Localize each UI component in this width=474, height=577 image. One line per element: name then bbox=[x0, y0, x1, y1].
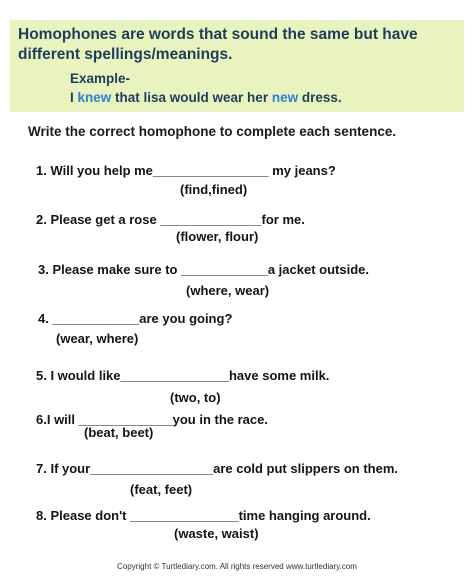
question-7-options: (feat, feet) bbox=[130, 482, 193, 497]
question-8-options: (waste, waist) bbox=[174, 526, 259, 541]
example-text-part-3: dress. bbox=[298, 90, 342, 105]
question-3-options: (where, wear) bbox=[186, 283, 270, 298]
example-sentence bbox=[70, 90, 342, 105]
question-8-sentence: 8. Please don't _______________time hanging around. bbox=[36, 508, 371, 523]
question-6-options: (beat, beet) bbox=[84, 425, 154, 440]
question-3-sentence: 3. Please make sure to ____________a jacket outside. bbox=[38, 262, 369, 277]
example-label: Example- bbox=[70, 71, 131, 86]
example-highlight-word-1: knew bbox=[77, 90, 112, 105]
question-1-options: (find,fined) bbox=[180, 182, 248, 197]
example-text-part-2: that lisa would wear her bbox=[111, 90, 272, 105]
example-highlight-word-2: new bbox=[271, 90, 299, 105]
question-7-sentence: 7. If your_________________are cold put slippers on them. bbox=[36, 461, 399, 476]
question-4-sentence: 4. ____________are you going? bbox=[38, 311, 233, 326]
question-2-sentence: 2. Please get a rose ______________for me. bbox=[36, 212, 305, 227]
banner-title: Homophones are words that sound the same but have different spellings/meanings. bbox=[18, 26, 418, 63]
example-text-part-1: I bbox=[70, 90, 78, 105]
question-5-options: (two, to) bbox=[170, 390, 221, 405]
question-2-options: (flower, flour) bbox=[176, 229, 259, 244]
question-1-sentence: 1. Will you help me________________ my jeans? bbox=[36, 163, 336, 178]
question-6-sentence: 6.I will _____________you in the race. bbox=[36, 412, 268, 427]
question-4-options: (wear, where) bbox=[56, 331, 139, 346]
question-5-sentence: 5. I would like_______________have some milk. bbox=[36, 368, 330, 383]
copyright-footer: Copyright © Turtlediary.com. All rights reserved www.turtlediary.com bbox=[117, 562, 357, 571]
definition-banner bbox=[10, 20, 464, 112]
instructions: Write the correct homophone to complete each sentence. bbox=[28, 124, 397, 139]
